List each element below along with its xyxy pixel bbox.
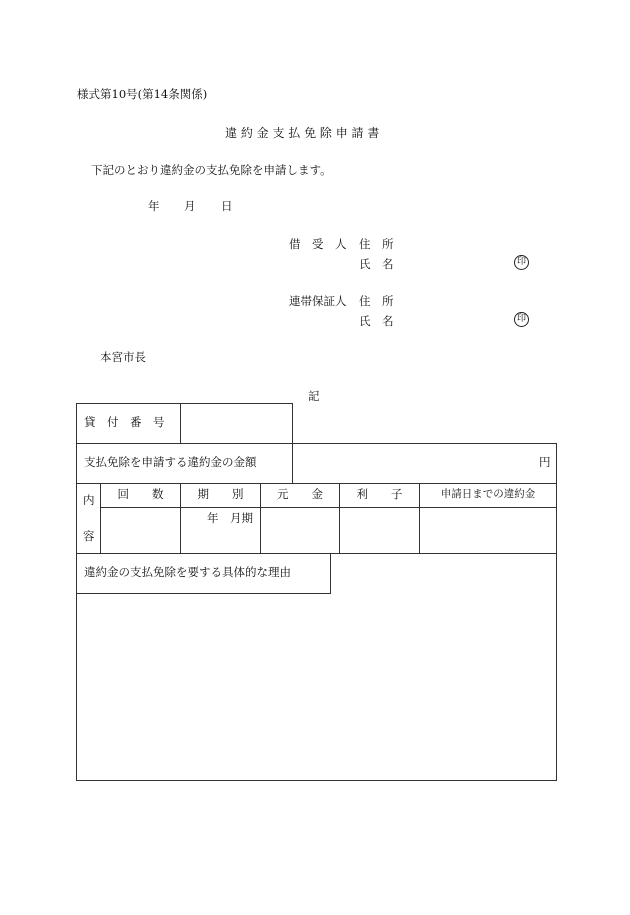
date-month: 月 (184, 199, 196, 213)
period-value: 年 月期 (207, 511, 253, 525)
loan-number-label: 貸 付 番 号 (84, 415, 165, 429)
content-label-bottom: 容 (83, 529, 95, 543)
borrower-label: 借 受 人 (289, 237, 347, 251)
col-interest-header: 利 子 (356, 487, 403, 501)
amount-label: 支払免除を申請する違約金の金額 (84, 455, 257, 469)
col-count-header: 回 数 (117, 487, 164, 501)
col-penalty-header: 申請日までの違約金 (440, 488, 536, 500)
guarantor-name-label: 氏 名 (359, 314, 394, 328)
document-title: 違 約 金 支 払 免 除 申 請 書 (225, 126, 380, 140)
amount-unit: 円 (539, 455, 551, 469)
date-day: 日 (221, 199, 233, 213)
content-label-top: 内 (83, 493, 95, 507)
addressee: 本宮市長 (100, 350, 146, 364)
ki-mark: 記 (308, 389, 320, 403)
guarantor-address-label: 住 所 (359, 294, 394, 308)
borrower-address-label: 住 所 (359, 237, 394, 251)
guarantor-seal-mark: 印 (514, 312, 529, 327)
date-year: 年 (148, 199, 160, 213)
borrower-name-label: 氏 名 (359, 257, 394, 271)
reason-label: 違約金の支払免除を要する具体的な理由 (84, 565, 291, 579)
borrower-seal-mark: 印 (514, 255, 529, 270)
col-period-header: 期 別 (197, 487, 244, 501)
form-number: 様式第10号(第14条関係) (77, 87, 208, 101)
guarantor-label: 連帯保証人 (289, 294, 347, 308)
col-principal-header: 元 金 (277, 487, 323, 501)
intro-text: 下記のとおり違約金の支払免除を申請します。 (91, 163, 332, 177)
